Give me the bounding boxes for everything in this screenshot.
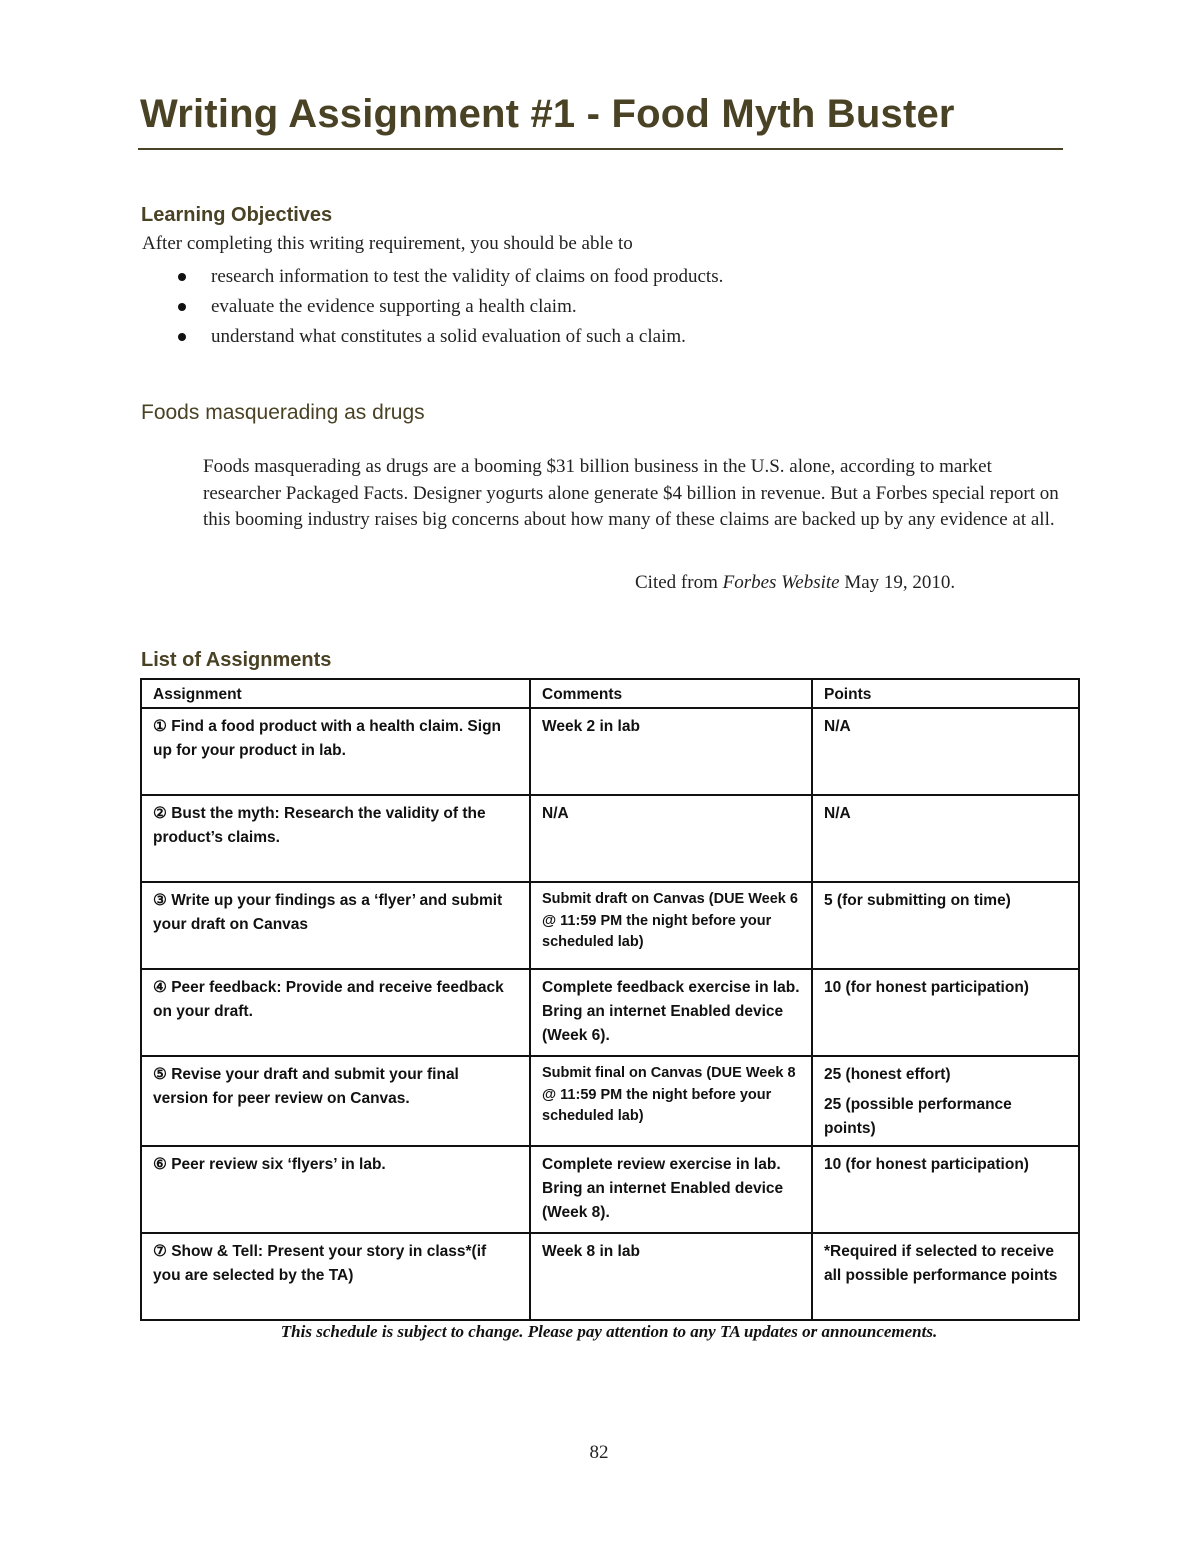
table-row — [141, 1056, 1079, 1146]
points-text: 25 (possible performance points) — [824, 1096, 1012, 1137]
bullet-icon — [178, 333, 186, 341]
citation-prefix: Cited from — [635, 572, 718, 593]
objective-text: research information to test the validity of claims on food products. — [211, 266, 724, 287]
page-title: Writing Assignment #1 - Food Myth Buster — [140, 92, 955, 136]
points-text: N/A — [824, 805, 851, 822]
points-cell — [812, 882, 1079, 969]
assignment-cell: ④ Peer feedback: Provide and receive feedback on your draft. — [141, 969, 530, 1056]
points-text: N/A — [824, 718, 851, 735]
comment-text: Submit final on Canvas (DUE Week 8 @ 11:59 PM the night before your scheduled lab) — [542, 1065, 796, 1124]
list-item — [176, 324, 723, 354]
points-text: 5 (for submitting on time) — [824, 892, 1011, 909]
bullet-icon — [178, 273, 186, 281]
points-text: 25 (honest effort) — [824, 1066, 951, 1083]
objective-text: evaluate the evidence supporting a health claim. — [211, 296, 577, 317]
table-row — [141, 969, 1079, 1056]
quote-block — [203, 454, 1063, 534]
comment-cell: Complete feedback exercise in lab. Bring an internet Enabled device (Week 6). — [530, 969, 812, 1056]
column-header-points: Points — [812, 679, 1079, 708]
citation-date: May 19, 2010. — [844, 572, 956, 593]
assignment-cell: ⑤ Revise your draft and submit your final version for peer review on Canvas. — [141, 1056, 530, 1146]
table-header-row — [141, 679, 1079, 708]
points-text: 10 (for honest participation) — [824, 979, 1029, 996]
schedule-note: This schedule is subject to change. Please pay attention to any TA updates or announcements. — [280, 1322, 938, 1341]
column-header-assignment: Assignment — [141, 679, 530, 708]
assignment-cell: ⑥ Peer review six ‘flyers’ in lab. — [141, 1146, 530, 1233]
title-divider — [138, 148, 1063, 150]
table-row — [141, 795, 1079, 882]
points-cell — [812, 1056, 1079, 1146]
comment-cell: Week 8 in lab — [530, 1233, 812, 1320]
list-item — [176, 264, 723, 294]
table-row — [141, 1233, 1079, 1320]
points-text: 10 (for honest participation) — [824, 1156, 1029, 1173]
assignments-table — [140, 678, 1080, 1321]
bullet-icon — [178, 303, 186, 311]
page-number: 82 — [589, 1442, 609, 1463]
points-cell — [812, 969, 1079, 1056]
list-item — [176, 294, 723, 324]
objective-text: understand what constitutes a solid evaluation of such a claim. — [211, 326, 686, 347]
citation — [635, 572, 955, 594]
comment-text: Submit draft on Canvas (DUE Week 6 @ 11:59 PM the night before your scheduled lab) — [542, 891, 798, 950]
comment-cell — [530, 882, 812, 969]
assignment-cell: ② Bust the myth: Research the validity of the product’s claims. — [141, 795, 530, 882]
column-header-comments: Comments — [530, 679, 812, 708]
table-row — [141, 882, 1079, 969]
quote-text: Foods masquerading as drugs are a booming $31 billion business in the U.S. alone, according to market researcher Packaged Facts. Designer yogurts alone generate $4 billion in revenue. But a Forbes special report on this booming industry raises big concerns about how many of these claims are backed up by any evidence at all. — [203, 456, 1059, 530]
comment-cell: N/A — [530, 795, 812, 882]
assignment-cell: ① Find a food product with a health claim. Sign up for your product in lab. — [141, 708, 530, 795]
assignments-heading: List of Assignments — [141, 649, 332, 671]
objectives-intro: After completing this writing requirement, you should be able to — [142, 233, 633, 254]
learning-objectives-heading: Learning Objectives — [141, 204, 333, 226]
foods-section-heading: Foods masquerading as drugs — [141, 401, 425, 424]
points-cell — [812, 708, 1079, 795]
assignment-cell: ⑦ Show & Tell: Present your story in class*(if you are selected by the TA) — [141, 1233, 530, 1320]
comment-cell: Complete review exercise in lab. Bring an internet Enabled device (Week 8). — [530, 1146, 812, 1233]
points-cell — [812, 1146, 1079, 1233]
table-row — [141, 708, 1079, 795]
points-cell — [812, 795, 1079, 882]
points-text: *Required if selected to receive all possible performance points — [824, 1243, 1058, 1284]
points-cell — [812, 1233, 1079, 1320]
table-row — [141, 1146, 1079, 1233]
citation-source: Forbes Website — [722, 572, 840, 593]
objectives-list — [176, 264, 723, 354]
comment-cell: Week 2 in lab — [530, 708, 812, 795]
comment-cell — [530, 1056, 812, 1146]
assignment-cell: ③ Write up your findings as a ‘flyer’ and submit your draft on Canvas — [141, 882, 530, 969]
